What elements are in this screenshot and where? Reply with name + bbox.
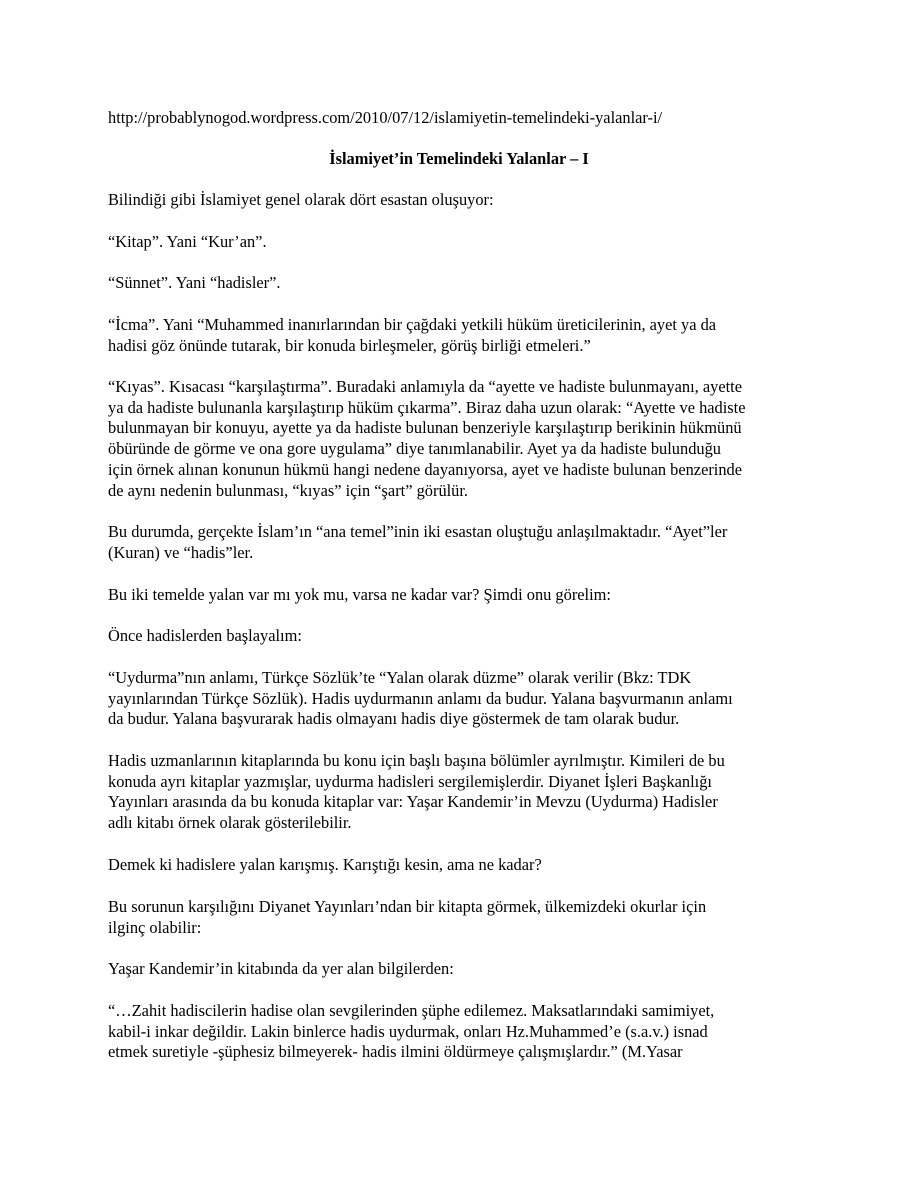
text-line: Yaşar Kandemir’in kitabında da yer alan bilgilerden: xyxy=(108,959,454,978)
text-line: Demek ki hadislere yalan karışmış. Karıştığı kesin, ama ne kadar? xyxy=(108,855,542,874)
text-line: ilginç olabilir: xyxy=(108,917,202,937)
paragraph-4 xyxy=(108,315,828,356)
paragraph-14 xyxy=(108,1001,828,1063)
text-line: Bu sorunun karşılığını Diyanet Yayınları’ndan bir kitapta görmek, ülkemizdeki okurlar için xyxy=(108,897,707,916)
paragraph-1 xyxy=(108,190,828,211)
paragraph-5 xyxy=(108,377,828,501)
text-line: öbüründe de görme ve ona gore uygulama” diye tanımlanabilir. Ayet ya da hadiste bulunduğu xyxy=(108,439,721,459)
text-line: hadisi göz önünde tutarak, bir konuda birleşmeler, görüş birliği etmeleri.” xyxy=(108,335,591,355)
text-line: kabil-i inkar değildir. Lakin binlerce hadis uydurmak, onları Hz.Muhammed’e (s.a.v.) isnad xyxy=(108,1021,708,1041)
text-line: ya da hadiste bulunanla karşılaştırıp hüküm çıkarma”. Biraz daha uzun olarak: “Ayette ve hadiste xyxy=(108,397,746,417)
text-line: “…Zahit hadiscilerin hadise olan sevgilerinden şüphe edilemez. Maksatlarındaki samimiyet, xyxy=(108,1001,715,1020)
source-url: http://probablynogod.wordpress.com/2010/07/12/islamiyetin-temelindeki-yalanlar-i/ xyxy=(108,108,663,127)
text-line: Bilindiği gibi İslamiyet genel olarak dört esastan oluşuyor: xyxy=(108,190,494,209)
paragraph-2 xyxy=(108,232,828,253)
text-line: (Kuran) ve “hadis”ler. xyxy=(108,542,254,562)
paragraph-9 xyxy=(108,668,828,730)
paragraph-10 xyxy=(108,751,828,834)
text-line: da budur. Yalana başvurarak hadis olmayanı hadis diye göstermek de tam olarak budur. xyxy=(108,709,680,729)
text-line: yayınlarından Türkçe Sözlük). Hadis uydurmanın anlamı da budur. Yalana başvurmanın anlamı xyxy=(108,688,733,708)
text-line: konuda ayrı kitaplar yazmışlar, uydurma hadisleri sergilemişlerdir. Diyanet İşleri Başkanlığı xyxy=(108,771,712,791)
text-line: Bu durumda, gerçekte İslam’ın “ana temel”inin iki esastan oluştuğu anlaşılmaktadır. “Ayet”ler xyxy=(108,522,728,541)
text-line: “İcma”. Yani “Muhammed inanırlarından bir çağdaki yetkili hüküm üreticilerinin, ayet ya da xyxy=(108,315,717,334)
paragraph-3 xyxy=(108,273,828,294)
paragraph-7 xyxy=(108,585,828,606)
text-line: Hadis uzmanlarının kitaplarında bu konu için başlı başına bölümler ayrılmıştır. Kimileri de bu xyxy=(108,751,725,770)
paragraph-13 xyxy=(108,959,828,980)
text-line: Bu iki temelde yalan var mı yok mu, varsa ne kadar var? Şimdi onu görelim: xyxy=(108,585,611,604)
text-line: “Kitap”. Yani “Kur’an”. xyxy=(108,232,267,251)
text-line: de aynı nedenin bulunması, “kıyas” için “şart” görülür. xyxy=(108,480,469,500)
text-line: “Uydurma”nın anlamı, Türkçe Sözlük’te “Yalan olarak düzme” olarak verilir (Bkz: TDK xyxy=(108,668,692,687)
paragraph-12 xyxy=(108,897,828,938)
text-line: etmek suretiyle -şüphesiz bilmeyerek- hadis ilmini öldürmeye çalışmışlardır.” (M.Yasar xyxy=(108,1042,683,1062)
text-line: Önce hadislerden başlayalım: xyxy=(108,626,302,645)
paragraph-11 xyxy=(108,855,828,876)
document-title: İslamiyet’in Temelindeki Yalanlar – I xyxy=(329,149,589,168)
text-line: adlı kitabı örnek olarak gösterilebilir. xyxy=(108,813,352,833)
text-line: “Sünnet”. Yani “hadisler”. xyxy=(108,273,281,292)
paragraph-8 xyxy=(108,626,828,647)
text-line: “Kıyas”. Kısacası “karşılaştırma”. Buradaki anlamıyla da “ayette ve hadiste bulunmayanı, ayette xyxy=(108,377,742,396)
text-line: Yayınları arasında da bu konuda kitaplar var: Yaşar Kandemir’in Mevzu (Uydurma) Hadisler xyxy=(108,792,718,812)
paragraph-6 xyxy=(108,522,828,563)
text-line: bulunmayan bir konuyu, ayette ya da hadiste bulunan benzeriyle karşılaştırıp berikinin hükmünü xyxy=(108,418,742,438)
text-line: için örnek alınan konunun hükmü hangi nedene dayanıyorsa, ayet ve hadiste bulunan benzerinde xyxy=(108,459,743,479)
